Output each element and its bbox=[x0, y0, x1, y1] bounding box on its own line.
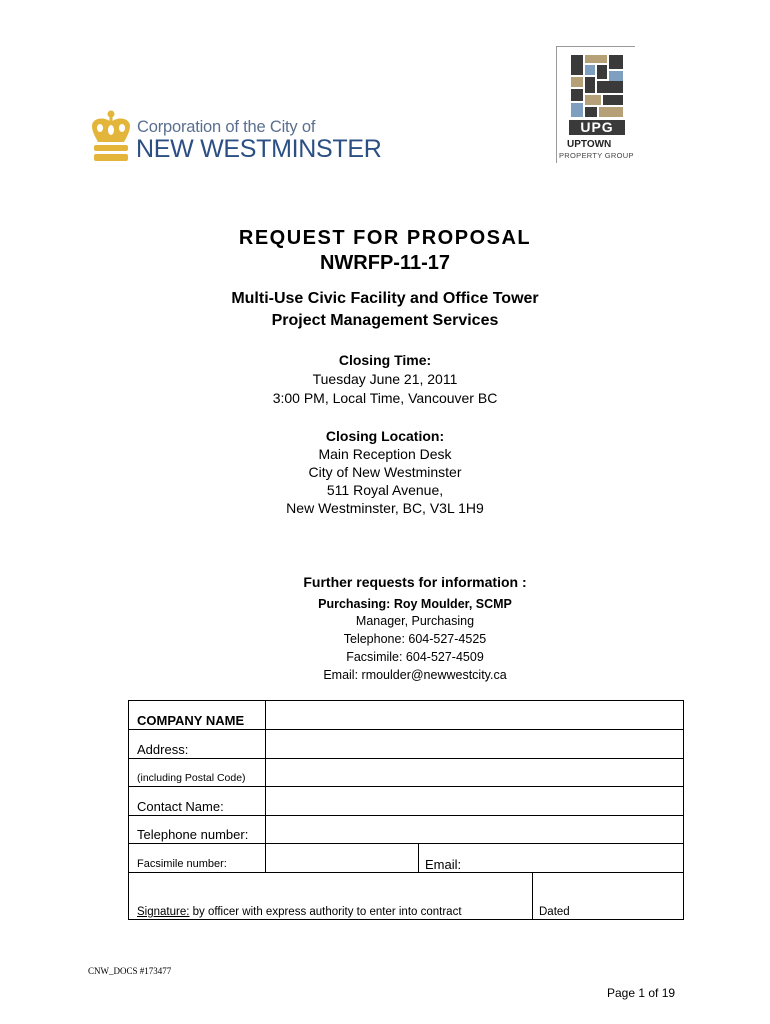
contact-heading: Further requests for information : bbox=[303, 574, 527, 590]
signature-text: by officer with express authority to enter into contract bbox=[189, 906, 462, 918]
crown-icon bbox=[88, 110, 134, 162]
upg-subtitle: PROPERTY GROUP bbox=[559, 151, 634, 160]
closing-location-label: Closing Location: bbox=[325, 428, 445, 444]
signature-label: Signature: bbox=[137, 906, 190, 918]
rfp-number: NWRFP-11-17 bbox=[319, 252, 451, 274]
location-line4: New Westminster, BC, V3L 1H9 bbox=[286, 500, 484, 516]
city-logo-line1: Corporation of the City of bbox=[137, 118, 316, 136]
company-form bbox=[128, 700, 684, 920]
location-line2: City of New Westminster bbox=[308, 464, 462, 480]
city-logo-line2: NEW WESTMINSTER bbox=[136, 135, 382, 163]
contact-telephone: Telephone: 604-527-4525 bbox=[343, 632, 487, 646]
closing-time: 3:00 PM, Local Time, Vancouver BC bbox=[272, 390, 498, 406]
closing-date: Tuesday June 21, 2011 bbox=[312, 371, 458, 387]
location-line1: Main Reception Desk bbox=[318, 446, 452, 462]
facsimile-label: Facsimile number: bbox=[137, 858, 227, 870]
subtitle-line2: Project Management Services bbox=[271, 312, 499, 329]
upg-badge: UPG bbox=[569, 120, 625, 135]
address-label: Address: bbox=[137, 742, 189, 757]
telephone-label: Telephone number: bbox=[137, 827, 249, 842]
contact-email: Email: rmoulder@newwestcity.ca bbox=[323, 668, 507, 682]
location-line3: 511 Royal Avenue, bbox=[326, 482, 444, 498]
closing-time-label: Closing Time: bbox=[338, 352, 432, 368]
document-title: REQUEST FOR PROPOSAL bbox=[238, 227, 532, 249]
dated-label: Dated bbox=[539, 906, 570, 918]
contact-name-label: Contact Name: bbox=[137, 799, 224, 814]
subtitle-line1: Multi-Use Civic Facility and Office Tower bbox=[231, 290, 539, 307]
upg-logo bbox=[556, 46, 635, 163]
company-name-label: COMPANY NAME bbox=[137, 713, 245, 728]
postal-code-label: (including Postal Code) bbox=[137, 772, 246, 784]
page-number: Page 1 of 19 bbox=[607, 986, 676, 1000]
upg-name: UPTOWN bbox=[567, 139, 612, 150]
email-label: Email: bbox=[425, 857, 462, 872]
signature-line bbox=[137, 906, 462, 918]
contact-title: Manager, Purchasing bbox=[355, 614, 475, 628]
contact-facsimile: Facsimile: 604-527-4509 bbox=[346, 650, 484, 664]
city-logo bbox=[88, 110, 382, 164]
doc-id: CNW_DOCS #173477 bbox=[88, 966, 172, 976]
contact-name: Purchasing: Roy Moulder, SCMP bbox=[318, 597, 512, 611]
